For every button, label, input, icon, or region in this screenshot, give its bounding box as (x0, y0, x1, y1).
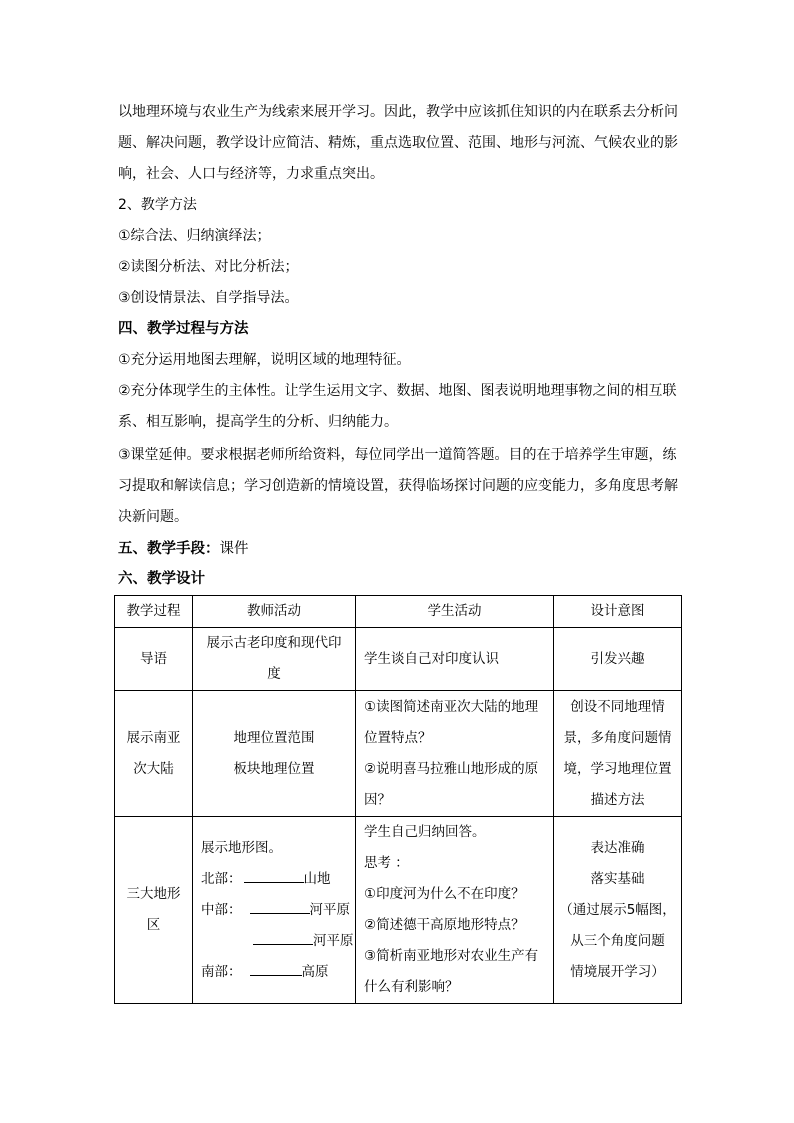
row2-intent (554, 691, 682, 817)
row2-student-line-4: 因？ (364, 791, 391, 808)
middle-blank-1 (250, 899, 310, 914)
table-row (115, 817, 682, 1004)
methods-item-3: ③创设情景法、自学指导法。 (118, 290, 299, 306)
header-stage: 教学过程 (115, 596, 193, 628)
row3-intent-line-4: 从三个角度问题 (570, 932, 665, 949)
row3-student-line-1: 学生自己归纳回答。 (364, 824, 486, 840)
row2-teacher-line-2: 板块地理位置 (233, 760, 315, 777)
intro-line-2: 题、解决问题，教学设计应简洁、精炼，重点选取位置、范围、地形与河流、气候农业的影 (118, 135, 678, 151)
row3-intent-line-3: （通过展示5幅图， (559, 901, 676, 918)
row3-middle-1 (201, 895, 355, 926)
section4-item-3-line-3: 决新问题。 (118, 509, 188, 525)
section4-item-3-line-2: 习提取和解读信息；学习创造新的情境设置，获得临场探讨问题的应变能力，多角度思考解 (118, 478, 678, 494)
intro-line-1: 以地理环境与农业生产为线索来展开学习。因此，教学中应该抓住知识的内在联系去分析问 (118, 104, 678, 120)
table-row (115, 628, 682, 691)
section4-item-3-line-1: ③课堂延伸。要求根据老师所给资料，每位同学出一道简答题。目的在于培养学生审题，练 (118, 447, 677, 463)
row3-teacher-title: 展示地形图。 (201, 839, 282, 856)
methods-item-2: ②读图分析法、对比分析法； (118, 259, 299, 275)
table-row (115, 691, 682, 817)
methods-item-1: ①综合法、归纳演绎法； (118, 228, 271, 244)
row1-stage: 导语 (115, 628, 193, 691)
row2-student (356, 691, 554, 817)
middle-label: 中部： (201, 901, 242, 918)
row3-student-line-3: ①印度河为什么不在印度？ (364, 886, 525, 902)
row3-stage-line-1: 三大地形 (126, 886, 181, 902)
row2-stage (115, 691, 193, 817)
row1-teacher (193, 628, 356, 691)
section5-value: 课件 (219, 541, 249, 557)
intro-line-3: 响，社会、人口与经济等，力求重点突出。 (118, 166, 384, 182)
south-label: 南部： (201, 963, 242, 980)
header-teacher: 教师活动 (193, 596, 356, 628)
row2-student-line-3: ②说明喜马拉雅山地形成的原 (364, 760, 539, 777)
section5-heading (118, 534, 249, 565)
north-blank (244, 868, 304, 883)
row3-intent-line-5: 情境展开学习） (570, 963, 665, 980)
row2-intent-line-3: 境，学习地理位置 (563, 760, 672, 777)
row3-student (356, 817, 554, 1004)
row2-teacher-line-1: 地理位置范围 (233, 729, 315, 746)
header-student: 学生活动 (356, 596, 554, 628)
table-header-row (115, 596, 682, 628)
row3-student-line-6: 什么有利影响？ (364, 979, 459, 995)
row3-north (201, 864, 355, 895)
south-suffix: 高原 (301, 963, 329, 980)
row1-teacher-line-2: 度 (267, 666, 281, 682)
south-blank (250, 961, 302, 976)
header-intent: 设计意图 (554, 596, 682, 628)
row2-intent-line-2: 景，多角度问题情 (563, 729, 672, 746)
section4-item-2-line-1: ②充分体现学生的主体性。让学生运用文字、数据、地图、图表说明地理事物之间的相互联 (118, 383, 677, 399)
row3-intent-line-2: 落实基础 (590, 870, 645, 887)
row2-stage-line-2: 次大陆 (133, 760, 174, 777)
row3-stage (115, 817, 193, 1004)
row2-student-line-2: 位置特点？ (364, 729, 432, 746)
north-suffix: 山地 (303, 870, 331, 887)
row3-student-line-5: ③简析南亚地形对农业生产有 (364, 948, 539, 964)
row3-student-line-4: ②简述德干高原地形特点？ (364, 917, 525, 933)
middle-blank-2 (253, 930, 313, 945)
row3-south (201, 957, 355, 988)
row2-stage-line-1: 展示南亚 (126, 729, 181, 746)
row3-middle-2 (201, 926, 355, 957)
section4-item-1: ①充分运用地图去理解，说明区域的地理特征。 (118, 352, 411, 368)
row1-teacher-line-1: 展示古老印度和现代印 (206, 635, 342, 651)
row3-intent-line-1: 表达准确 (590, 839, 645, 856)
row2-intent-line-1: 创设不同地理情 (570, 698, 665, 715)
row3-stage-line-2: 区 (146, 917, 161, 933)
section4-heading: 四、教学过程与方法 (118, 321, 249, 337)
section5-label: 五、教学手段： (118, 541, 220, 557)
middle-suffix-2: 河平原 (313, 932, 354, 949)
section6-heading: 六、教学设计 (118, 571, 205, 587)
north-label: 北部： (201, 870, 242, 887)
middle-suffix-1: 河平原 (309, 901, 350, 918)
row1-student: 学生谈自己对印度认识 (356, 628, 554, 691)
row2-intent-line-4: 描述方法 (590, 791, 645, 808)
row3-intent (554, 817, 682, 1004)
methods-heading: 2、教学方法 (118, 197, 197, 213)
section4-item-2-line-2: 系、相互影响，提高学生的分析、归纳能力。 (118, 414, 398, 430)
row2-teacher (193, 691, 356, 817)
row3-teacher (193, 817, 356, 1004)
row2-student-line-1: ①读图简述南亚次大陆的地理 (364, 698, 539, 715)
row3-student-line-2: 思考 ： (364, 855, 409, 871)
row1-intent: 引发兴趣 (554, 628, 682, 691)
teaching-design-table (114, 595, 682, 1004)
